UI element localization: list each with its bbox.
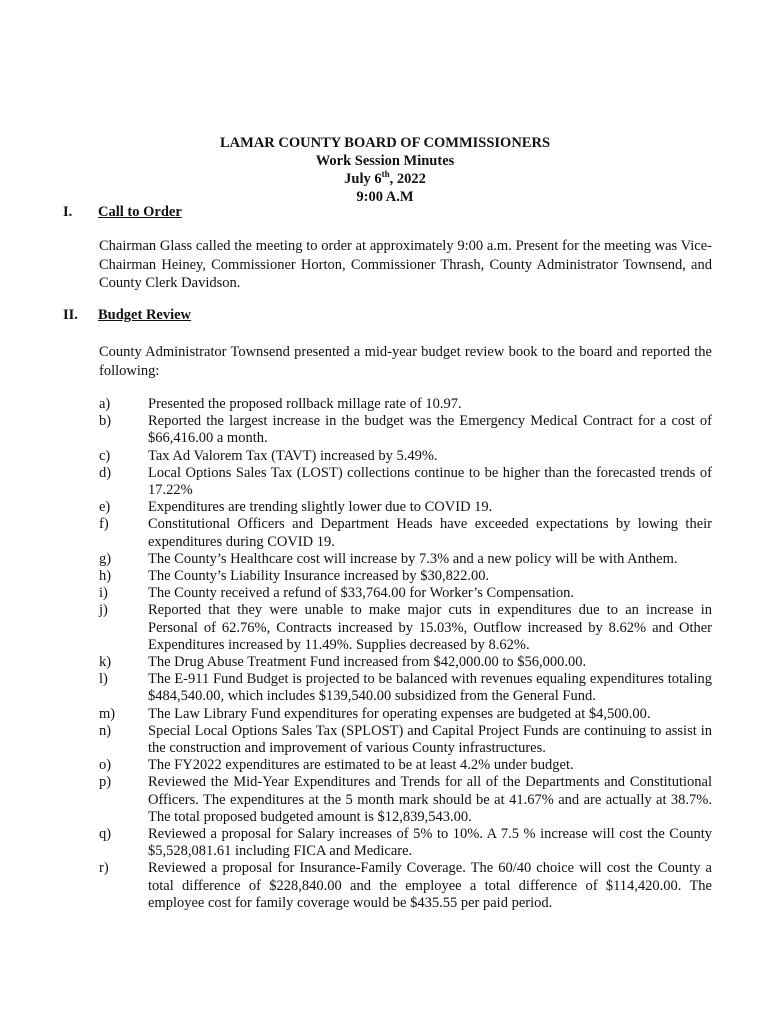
list-item-marker: g) bbox=[99, 550, 112, 567]
list-item bbox=[99, 413, 712, 447]
list-item-marker: b) bbox=[99, 413, 112, 430]
section-title: Call to Order bbox=[98, 204, 182, 220]
call-to-order-paragraph: Chairman Glass called the meeting to order at approximately 9:00 a.m. Present for the meeting was Vice-Chairman Heiney, Commissioner Horton, Commissioner Thrash, County Administrator Townsend, and County Clerk Davidson. bbox=[99, 238, 712, 291]
list-item-text: The County’s Healthcare cost will increase by 7.3% and a new policy will be with Anthem. bbox=[148, 550, 678, 567]
list-item-marker: m) bbox=[99, 705, 116, 722]
list-item bbox=[99, 654, 712, 671]
list-item-marker: d) bbox=[99, 464, 112, 481]
section-title: Budget Review bbox=[98, 307, 192, 323]
list-item bbox=[99, 465, 712, 499]
list-item-marker: o) bbox=[99, 757, 112, 774]
list-item-text: The Drug Abuse Treatment Fund increased from $42,000.00 to $56,000.00. bbox=[148, 654, 587, 671]
list-item-text: Reported that they were unable to make major cuts in expenditures due to an increase in Personal of 62.76%, Contracts increased by 15.03%, Outflow increased by 8.62% and Other Expenditures increased by 11.49%. Supplies decreased by 8.62%. bbox=[148, 602, 712, 653]
section-number: II. bbox=[63, 307, 78, 323]
list-item bbox=[99, 826, 712, 860]
budget-intro-paragraph: County Administrator Townsend presented a mid-year budget review book to the board and reported the following: bbox=[99, 344, 712, 379]
budget-items-list bbox=[99, 396, 712, 912]
list-item bbox=[99, 774, 712, 826]
list-item bbox=[99, 585, 712, 602]
list-item bbox=[99, 396, 712, 413]
list-item-text: Special Local Options Sales Tax (SPLOST) and Capital Project Funds are continuing to assist in the construction and improvement of various County infrastructures. bbox=[148, 722, 712, 757]
list-item-marker: f) bbox=[99, 516, 109, 533]
section-heading-budget-review bbox=[63, 307, 191, 324]
document-type: Work Session Minutes bbox=[315, 153, 455, 169]
list-item-text: Reviewed the Mid-Year Expenditures and Trends for all of the Departments and Constitutional Officers. The expenditures at the 5 month mark should be at 41.67% and are actually at 38.7%. The total proposed budgeted amount is $12,839,543.00. bbox=[148, 774, 712, 825]
list-item-text: The County received a refund of $33,764.00 for Worker’s Compensation. bbox=[148, 585, 574, 602]
list-item bbox=[99, 723, 712, 757]
list-item-marker: n) bbox=[99, 722, 112, 739]
list-item-text: The Law Library Fund expenditures for operating expenses are budgeted at $4,500.00. bbox=[148, 705, 651, 722]
list-item bbox=[99, 757, 712, 774]
section-heading-call-to-order bbox=[63, 204, 182, 221]
list-item-marker: a) bbox=[99, 396, 111, 412]
list-item-text: Local Options Sales Tax (LOST) collections continue to be higher than the forecasted trends of 17.22% bbox=[148, 464, 712, 499]
list-item-marker: r) bbox=[99, 860, 109, 877]
list-item-marker: j) bbox=[99, 602, 108, 619]
list-item-text: The E-911 Fund Budget is projected to be balanced with revenues equaling expenditures totaling $484,540.00, which includes $139,540.00 subsidized from the General Fund. bbox=[148, 671, 712, 705]
list-item bbox=[99, 499, 712, 516]
list-item-marker: e) bbox=[99, 499, 111, 516]
list-item bbox=[99, 706, 712, 723]
list-item-text: Reported the largest increase in the budget was the Emergency Medical Contract for a cost of $66,416.00 a month. bbox=[148, 413, 712, 447]
list-item bbox=[99, 551, 712, 568]
list-item bbox=[99, 568, 712, 585]
list-item-marker: k) bbox=[99, 654, 112, 671]
list-item-marker: q) bbox=[99, 826, 112, 843]
list-item-marker: l) bbox=[99, 671, 108, 688]
document-header bbox=[0, 134, 770, 206]
list-item-text: Expenditures are trending slightly lower due to COVID 19. bbox=[148, 499, 493, 516]
list-item-text: The County’s Liability Insurance increased by $30,822.00. bbox=[148, 568, 490, 585]
org-title: LAMAR COUNTY BOARD OF COMMISSIONERS bbox=[219, 135, 551, 151]
list-item bbox=[99, 448, 712, 465]
list-item-marker: p) bbox=[99, 774, 112, 791]
list-item-text: Tax Ad Valorem Tax (TAVT) increased by 5.49%. bbox=[148, 447, 438, 464]
meeting-date: July 6th, 2022 bbox=[344, 169, 426, 187]
list-item-text: The FY2022 expenditures are estimated to be at least 4.2% under budget. bbox=[148, 757, 574, 774]
list-item bbox=[99, 671, 712, 705]
list-item-marker: c) bbox=[99, 447, 111, 464]
list-item bbox=[99, 602, 712, 654]
list-item-marker: i) bbox=[99, 585, 108, 602]
list-item-marker: h) bbox=[99, 568, 112, 585]
list-item bbox=[99, 860, 712, 912]
list-item-text: Reviewed a proposal for Insurance-Family Coverage. The 60/40 choice will cost the County a total difference of $228,840.00 and the employee a total difference of $114,420.00. The employee cost for family coverage would be $435.55 per paid period. bbox=[148, 860, 712, 911]
list-item-text: Reviewed a proposal for Salary increases of 5% to 10%. A 7.5 % increase will cost the County $5,528,081.61 including FICA and Medicare. bbox=[148, 826, 712, 860]
list-item-text: Constitutional Officers and Department Heads have exceeded expectations by lowing their expenditures during COVID 19. bbox=[148, 516, 712, 550]
list-item bbox=[99, 516, 712, 550]
list-item-text: Presented the proposed rollback millage rate of 10.97. bbox=[148, 396, 462, 412]
section-number: I. bbox=[63, 204, 73, 220]
meeting-time: 9:00 A.M bbox=[356, 189, 414, 205]
